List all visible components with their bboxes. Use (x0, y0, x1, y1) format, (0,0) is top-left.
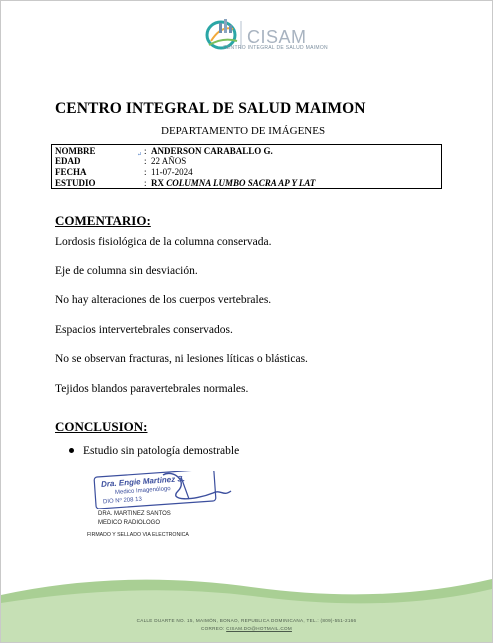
edit-mark-icon: ↵ (137, 152, 143, 158)
comment-heading: COMENTARIO: (55, 213, 151, 228)
footer-email-line (1, 626, 492, 631)
date-separator: : (144, 167, 147, 177)
name-value: ANDERSON CARABALLO G. (151, 146, 273, 156)
conclusion-item (69, 445, 239, 457)
department-label: DEPARTAMENTO DE IMÁGENES (161, 125, 326, 137)
age-label: EDAD (55, 156, 81, 166)
comment-paragraph: Tejidos blandos paravertebrales normales. (55, 383, 249, 395)
patient-info-box (51, 144, 442, 189)
age-value: 22 AÑOS (151, 156, 187, 166)
signed-note: FIRMADO Y SELLADO VIA ELECTRONICA (87, 532, 189, 538)
logo-subtitle: CENTRO INTEGRAL DE SALUD MAIMON (223, 45, 328, 51)
stamp-name: Dra. Engie Martinez S. (100, 474, 186, 489)
age-separator: : (144, 156, 147, 166)
stamp-exequatur: DIO Nº 208 13 (102, 496, 143, 506)
footer-wave (1, 573, 492, 642)
conclusion-text: Estudio sin patología demostrable (83, 445, 240, 457)
study-prefix: RX (151, 178, 164, 188)
comment-paragraph: Espacios intervertebrales conservados. (55, 324, 233, 336)
date-label: FECHA (55, 167, 87, 177)
doctor-name: DRA. MARTINEZ SANTOS (98, 511, 171, 517)
page-title: CENTRO INTEGRAL DE SALUD MAIMON (55, 100, 366, 117)
bullet-icon (69, 448, 74, 453)
stamp-role: Medico Imagenólogo (114, 486, 171, 496)
email-prefix: CORREO: (201, 626, 225, 631)
study-value (151, 178, 315, 189)
comment-paragraph: Eje de columna sin desviación. (55, 265, 198, 277)
comment-paragraph: No se observan fracturas, ni lesiones líticas o blásticas. (55, 353, 308, 365)
logo-text: CISAM (247, 27, 307, 47)
conclusion-heading: CONCLUSION: (55, 419, 148, 434)
footer-address: CALLE DUARTE NO. 15, MAIMÓN, BONAO, REPUBLICA DOMINICANA, TEL.: (809)-551-2166 (136, 618, 357, 623)
name-label: NOMBRE (55, 146, 96, 156)
study-label: ESTUDIO (55, 178, 96, 188)
doctor-title: MEDICO RADIOLOGO (98, 520, 161, 526)
study-separator: : (144, 178, 147, 188)
date-value: 11-07-2024 (151, 167, 193, 177)
comment-paragraph: No hay alteraciones de los cuerpos vertebrales. (55, 294, 272, 306)
comment-paragraph: Lordosis fisiológica de la columna conservada. (55, 236, 272, 248)
footer-email[interactable]: CISAM.DO@HOTMAIL.COM (226, 626, 292, 631)
study-name: COLUMNA LUMBO SACRA AP Y LAT (166, 178, 316, 188)
name-separator: : (144, 146, 147, 156)
